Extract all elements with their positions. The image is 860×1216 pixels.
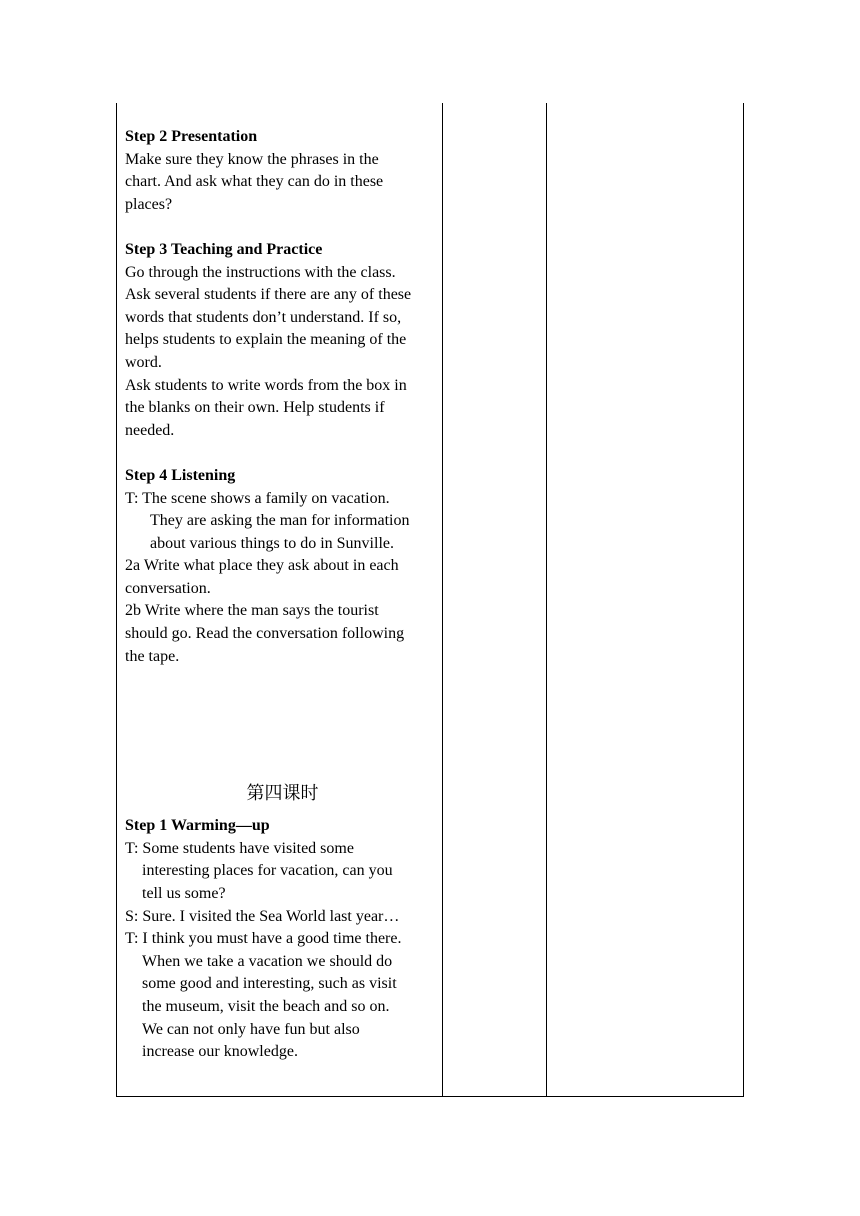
step3-heading: Step 3 Teaching and Practice bbox=[125, 240, 323, 258]
step1-dialogue-line: the museum, visit the beach and so on. bbox=[142, 998, 390, 1015]
step4-2b-line: the tape. bbox=[125, 647, 180, 665]
step1-dialogue-line: S: Sure. I visited the Sea World last year… bbox=[125, 907, 400, 925]
column-divider-2 bbox=[546, 103, 547, 1097]
step1-dialogue-line: We can not only have fun but also bbox=[142, 1020, 360, 1038]
vertical-space bbox=[125, 668, 440, 781]
step3-line: helps students to explain the meaning of the bbox=[125, 331, 407, 349]
step1-dialogue-line: T: Some students have visited some bbox=[125, 839, 354, 857]
lesson-plan-table bbox=[116, 103, 744, 1097]
step2-line: places? bbox=[125, 195, 173, 213]
teaching-procedure-column bbox=[125, 126, 440, 1064]
step4-2b-line: should go. Read the conversation following bbox=[125, 625, 405, 643]
table-border-right bbox=[743, 103, 744, 1097]
blank-line bbox=[125, 216, 440, 239]
step2-line: chart. And ask what they can do in these bbox=[125, 173, 384, 191]
step1-heading: Step 1 Warming—up bbox=[125, 817, 270, 835]
blank-line bbox=[125, 442, 440, 465]
step4-2a-line: 2a Write what place they ask about in each bbox=[125, 557, 399, 575]
step4-teacher-line: about various things to do in Sunville. bbox=[150, 534, 394, 552]
step1-dialogue-line: increase our knowledge. bbox=[142, 1043, 298, 1061]
step1-dialogue-line: tell us some? bbox=[142, 885, 226, 903]
step3-line: words that students don’t understand. If so, bbox=[125, 308, 402, 326]
step4-teacher-line: T: The scene shows a family on vacation. bbox=[125, 489, 390, 507]
step3-line: Ask students to write words from the box in bbox=[125, 376, 407, 394]
table-border-left bbox=[116, 103, 117, 1097]
step4-heading: Step 4 Listening bbox=[125, 466, 236, 484]
table-border-bottom bbox=[116, 1096, 744, 1097]
step2-line: Make sure they know the phrases in the bbox=[125, 150, 379, 168]
step1-dialogue-line: some good and interesting, such as visit bbox=[142, 975, 397, 993]
step3-line: the blanks on their own. Help students if bbox=[125, 399, 385, 417]
step4-2b-line: 2b Write where the man says the tourist bbox=[125, 602, 379, 620]
step3-line: needed. bbox=[125, 421, 175, 439]
step1-dialogue-line: T: I think you must have a good time there. bbox=[125, 930, 402, 948]
step1-dialogue-line: interesting places for vacation, can you bbox=[142, 862, 393, 880]
step4-teacher-line: They are asking the man for information bbox=[150, 512, 410, 530]
step2-heading: Step 2 Presentation bbox=[125, 128, 258, 145]
column-divider-1 bbox=[442, 103, 443, 1097]
step3-line: Go through the instructions with the class. bbox=[125, 263, 396, 281]
step3-line: Ask several students if there are any of these bbox=[125, 286, 412, 304]
lesson-title: 第四课时 bbox=[246, 783, 319, 805]
step3-line: word. bbox=[125, 353, 162, 371]
step4-2a-line: conversation. bbox=[125, 579, 211, 597]
step1-dialogue-line: When we take a vacation we should do bbox=[142, 952, 393, 970]
